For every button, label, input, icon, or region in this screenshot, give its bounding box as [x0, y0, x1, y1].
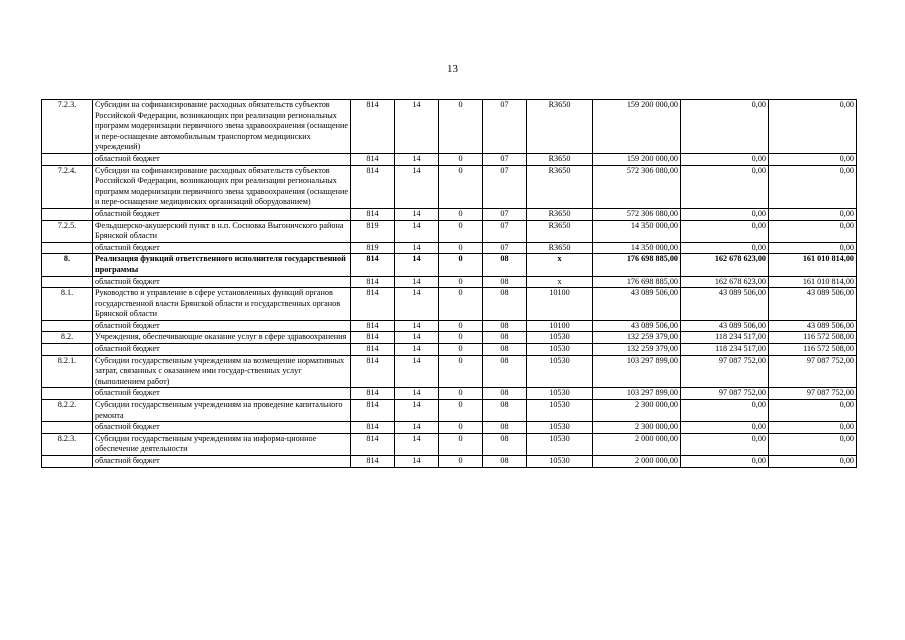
- code-subprogram: 14: [395, 388, 439, 400]
- amount-year-1: 103 297 899,00: [593, 355, 681, 388]
- amount-year-1: 2 300 000,00: [593, 400, 681, 422]
- code-gp: 814: [351, 332, 395, 344]
- row-number: 8.: [42, 254, 93, 276]
- code-gp: 814: [351, 433, 395, 455]
- table-row: [42, 400, 857, 422]
- code-gp: 814: [351, 422, 395, 434]
- code-main-event: 0: [439, 276, 483, 288]
- row-name: Субсидии на софинансирование расходных обязательств субъектов Российской Федерации, возникающих при реализации региональных программ модернизации первичного звена здравоохранения (оснащение и пере-оснащение медицинских организаций оборудованием): [93, 165, 351, 208]
- code-subprogram: 14: [395, 254, 439, 276]
- table-row: [42, 165, 857, 208]
- code-direction: 10100: [527, 320, 593, 332]
- code-subprogram: 14: [395, 288, 439, 321]
- budget-table: [41, 99, 857, 468]
- amount-year-2: 162 678 623,00: [681, 254, 769, 276]
- code-gp: 814: [351, 276, 395, 288]
- code-main-event: 0: [439, 456, 483, 468]
- row-name: Учреждения, обеспечивающие оказание услуг в сфере здравоохранения: [93, 332, 351, 344]
- code-main-event: 0: [439, 344, 483, 356]
- row-number: 8.2.3.: [42, 433, 93, 455]
- amount-year-1: 14 350 000,00: [593, 220, 681, 242]
- amount-year-2: 0,00: [681, 456, 769, 468]
- amount-year-2: 97 087 752,00: [681, 355, 769, 388]
- amount-year-3: 43 089 506,00: [769, 288, 857, 321]
- amount-year-1: 14 350 000,00: [593, 242, 681, 254]
- amount-year-2: 162 678 623,00: [681, 276, 769, 288]
- row-number: [42, 456, 93, 468]
- code-subprogram: 14: [395, 220, 439, 242]
- code-gp: 814: [351, 400, 395, 422]
- row-name: Руководство и управление в сфере установленных функций органов государственной власти Брянской области и государственных органов Брянской области: [93, 288, 351, 321]
- code-main-event: 0: [439, 220, 483, 242]
- amount-year-2: 43 089 506,00: [681, 320, 769, 332]
- amount-year-1: 159 200 000,00: [593, 153, 681, 165]
- code-subprogram: 14: [395, 433, 439, 455]
- code-event: 07: [483, 242, 527, 254]
- row-number: 7.2.3.: [42, 100, 93, 154]
- code-direction: 10530: [527, 422, 593, 434]
- code-subprogram: 14: [395, 332, 439, 344]
- code-main-event: 0: [439, 320, 483, 332]
- row-number: [42, 242, 93, 254]
- amount-year-3: 161 010 814,00: [769, 276, 857, 288]
- amount-year-2: 97 087 752,00: [681, 388, 769, 400]
- code-direction: 10530: [527, 332, 593, 344]
- table-row: [42, 100, 857, 154]
- code-direction: R3650: [527, 242, 593, 254]
- amount-year-3: 0,00: [769, 220, 857, 242]
- table-row: [42, 355, 857, 388]
- amount-year-3: 43 089 506,00: [769, 320, 857, 332]
- code-gp: 814: [351, 288, 395, 321]
- code-event: 07: [483, 208, 527, 220]
- code-direction: R3650: [527, 220, 593, 242]
- amount-year-2: 0,00: [681, 165, 769, 208]
- row-number: [42, 153, 93, 165]
- code-gp: 814: [351, 100, 395, 154]
- amount-year-1: 132 259 379,00: [593, 332, 681, 344]
- code-event: 07: [483, 165, 527, 208]
- table-row: [42, 388, 857, 400]
- code-gp: 814: [351, 344, 395, 356]
- code-subprogram: 14: [395, 320, 439, 332]
- amount-year-2: 0,00: [681, 242, 769, 254]
- code-event: 08: [483, 422, 527, 434]
- code-gp: 819: [351, 242, 395, 254]
- code-subprogram: 14: [395, 208, 439, 220]
- row-number: [42, 388, 93, 400]
- amount-year-2: 0,00: [681, 153, 769, 165]
- amount-year-1: 43 089 506,00: [593, 320, 681, 332]
- amount-year-3: 0,00: [769, 400, 857, 422]
- code-gp: 814: [351, 165, 395, 208]
- amount-year-1: 159 200 000,00: [593, 100, 681, 154]
- row-number: [42, 320, 93, 332]
- code-direction: x: [527, 276, 593, 288]
- row-name: областной бюджет: [93, 456, 351, 468]
- code-main-event: 0: [439, 332, 483, 344]
- code-gp: 814: [351, 355, 395, 388]
- code-event: 08: [483, 355, 527, 388]
- amount-year-3: 0,00: [769, 153, 857, 165]
- code-event: 08: [483, 332, 527, 344]
- code-direction: 10530: [527, 433, 593, 455]
- code-event: 08: [483, 344, 527, 356]
- amount-year-3: 116 572 508,00: [769, 332, 857, 344]
- amount-year-1: 43 089 506,00: [593, 288, 681, 321]
- row-name: областной бюджет: [93, 344, 351, 356]
- code-subprogram: 14: [395, 344, 439, 356]
- amount-year-3: 0,00: [769, 422, 857, 434]
- amount-year-1: 176 698 885,00: [593, 276, 681, 288]
- code-event: 07: [483, 100, 527, 154]
- row-number: [42, 208, 93, 220]
- code-event: 08: [483, 388, 527, 400]
- amount-year-3: 161 010 814,00: [769, 254, 857, 276]
- row-name: областной бюджет: [93, 388, 351, 400]
- code-direction: 10530: [527, 400, 593, 422]
- amount-year-2: 0,00: [681, 433, 769, 455]
- table-row: [42, 254, 857, 276]
- amount-year-1: 176 698 885,00: [593, 254, 681, 276]
- amount-year-1: 103 297 899,00: [593, 388, 681, 400]
- code-event: 08: [483, 320, 527, 332]
- code-subprogram: 14: [395, 100, 439, 154]
- code-direction: 10530: [527, 344, 593, 356]
- amount-year-3: 0,00: [769, 208, 857, 220]
- code-subprogram: 14: [395, 165, 439, 208]
- code-main-event: 0: [439, 100, 483, 154]
- code-direction: 10530: [527, 456, 593, 468]
- code-main-event: 0: [439, 400, 483, 422]
- row-name: Субсидии государственным учреждениям на возмещение нормативных затрат, связанных с оказанием ими государ-ственных услуг (выполнением работ): [93, 355, 351, 388]
- code-direction: R3650: [527, 165, 593, 208]
- code-main-event: 0: [439, 242, 483, 254]
- amount-year-2: 0,00: [681, 220, 769, 242]
- table-row: [42, 242, 857, 254]
- row-name: Субсидии на софинансирование расходных обязательств субъектов Российской Федерации, возникающих при реализации региональных программ модернизации первичного звена здравоохранения (оснащение и пере-оснащение автомобильным транспортом медицинских учреждений): [93, 100, 351, 154]
- code-gp: 819: [351, 220, 395, 242]
- code-subprogram: 14: [395, 456, 439, 468]
- code-direction: 10530: [527, 355, 593, 388]
- code-event: 08: [483, 456, 527, 468]
- code-subprogram: 14: [395, 422, 439, 434]
- row-name: областной бюджет: [93, 422, 351, 434]
- code-event: 08: [483, 288, 527, 321]
- row-number: 8.2.1.: [42, 355, 93, 388]
- row-number: [42, 276, 93, 288]
- code-direction: x: [527, 254, 593, 276]
- code-main-event: 0: [439, 422, 483, 434]
- code-subprogram: 14: [395, 276, 439, 288]
- amount-year-2: 118 234 517,00: [681, 344, 769, 356]
- row-name: областной бюджет: [93, 242, 351, 254]
- table-row: [42, 276, 857, 288]
- amount-year-1: 572 306 080,00: [593, 165, 681, 208]
- code-gp: 814: [351, 320, 395, 332]
- code-subprogram: 14: [395, 355, 439, 388]
- row-number: [42, 422, 93, 434]
- code-main-event: 0: [439, 388, 483, 400]
- amount-year-2: 0,00: [681, 208, 769, 220]
- code-event: 08: [483, 400, 527, 422]
- code-main-event: 0: [439, 433, 483, 455]
- amount-year-3: 116 572 508,00: [769, 344, 857, 356]
- code-subprogram: 14: [395, 400, 439, 422]
- code-subprogram: 14: [395, 242, 439, 254]
- code-event: 07: [483, 153, 527, 165]
- code-gp: 814: [351, 208, 395, 220]
- code-event: 08: [483, 433, 527, 455]
- amount-year-1: 2 000 000,00: [593, 456, 681, 468]
- row-number: 7.2.4.: [42, 165, 93, 208]
- row-name: областной бюджет: [93, 208, 351, 220]
- table-row: [42, 332, 857, 344]
- row-number: 8.2.2.: [42, 400, 93, 422]
- code-main-event: 0: [439, 208, 483, 220]
- amount-year-3: 97 087 752,00: [769, 355, 857, 388]
- table-row: [42, 456, 857, 468]
- row-number: [42, 344, 93, 356]
- code-main-event: 0: [439, 288, 483, 321]
- table-row: [42, 208, 857, 220]
- amount-year-1: 2 000 000,00: [593, 433, 681, 455]
- amount-year-3: 0,00: [769, 100, 857, 154]
- code-main-event: 0: [439, 165, 483, 208]
- amount-year-2: 43 089 506,00: [681, 288, 769, 321]
- row-name: Субсидии государственным учреждениям на проведение капитального ремонта: [93, 400, 351, 422]
- table-row: [42, 422, 857, 434]
- row-number: 7.2.5.: [42, 220, 93, 242]
- table-row: [42, 220, 857, 242]
- amount-year-3: 0,00: [769, 242, 857, 254]
- row-name: областной бюджет: [93, 153, 351, 165]
- row-name: областной бюджет: [93, 320, 351, 332]
- amount-year-2: 0,00: [681, 100, 769, 154]
- code-event: 08: [483, 254, 527, 276]
- row-name: Фельдшерско-акушерский пункт в н.п. Сосновка Выгоничского района Брянской области: [93, 220, 351, 242]
- amount-year-3: 0,00: [769, 165, 857, 208]
- row-number: 8.1.: [42, 288, 93, 321]
- code-main-event: 0: [439, 254, 483, 276]
- table-row: [42, 153, 857, 165]
- table-row: [42, 320, 857, 332]
- row-name: Субсидии государственным учреждениям на информа-ционное обеспечение деятельности: [93, 433, 351, 455]
- table-row: [42, 344, 857, 356]
- amount-year-2: 0,00: [681, 400, 769, 422]
- row-number: 8.2.: [42, 332, 93, 344]
- code-gp: 814: [351, 388, 395, 400]
- table-row: [42, 288, 857, 321]
- amount-year-2: 0,00: [681, 422, 769, 434]
- row-name: областной бюджет: [93, 276, 351, 288]
- code-event: 07: [483, 220, 527, 242]
- code-direction: R3650: [527, 153, 593, 165]
- code-direction: R3650: [527, 208, 593, 220]
- code-subprogram: 14: [395, 153, 439, 165]
- code-main-event: 0: [439, 355, 483, 388]
- amount-year-3: 0,00: [769, 433, 857, 455]
- code-direction: 10530: [527, 388, 593, 400]
- amount-year-1: 2 300 000,00: [593, 422, 681, 434]
- amount-year-3: 97 087 752,00: [769, 388, 857, 400]
- amount-year-3: 0,00: [769, 456, 857, 468]
- code-direction: 10100: [527, 288, 593, 321]
- amount-year-1: 132 259 379,00: [593, 344, 681, 356]
- amount-year-2: 118 234 517,00: [681, 332, 769, 344]
- amount-year-1: 572 306 080,00: [593, 208, 681, 220]
- page-number: 13: [447, 63, 458, 75]
- code-event: 08: [483, 276, 527, 288]
- code-main-event: 0: [439, 153, 483, 165]
- code-gp: 814: [351, 153, 395, 165]
- code-gp: 814: [351, 254, 395, 276]
- row-name: Реализация функций ответственного исполнителя государственной программы: [93, 254, 351, 276]
- code-direction: R3650: [527, 100, 593, 154]
- code-gp: 814: [351, 456, 395, 468]
- table-row: [42, 433, 857, 455]
